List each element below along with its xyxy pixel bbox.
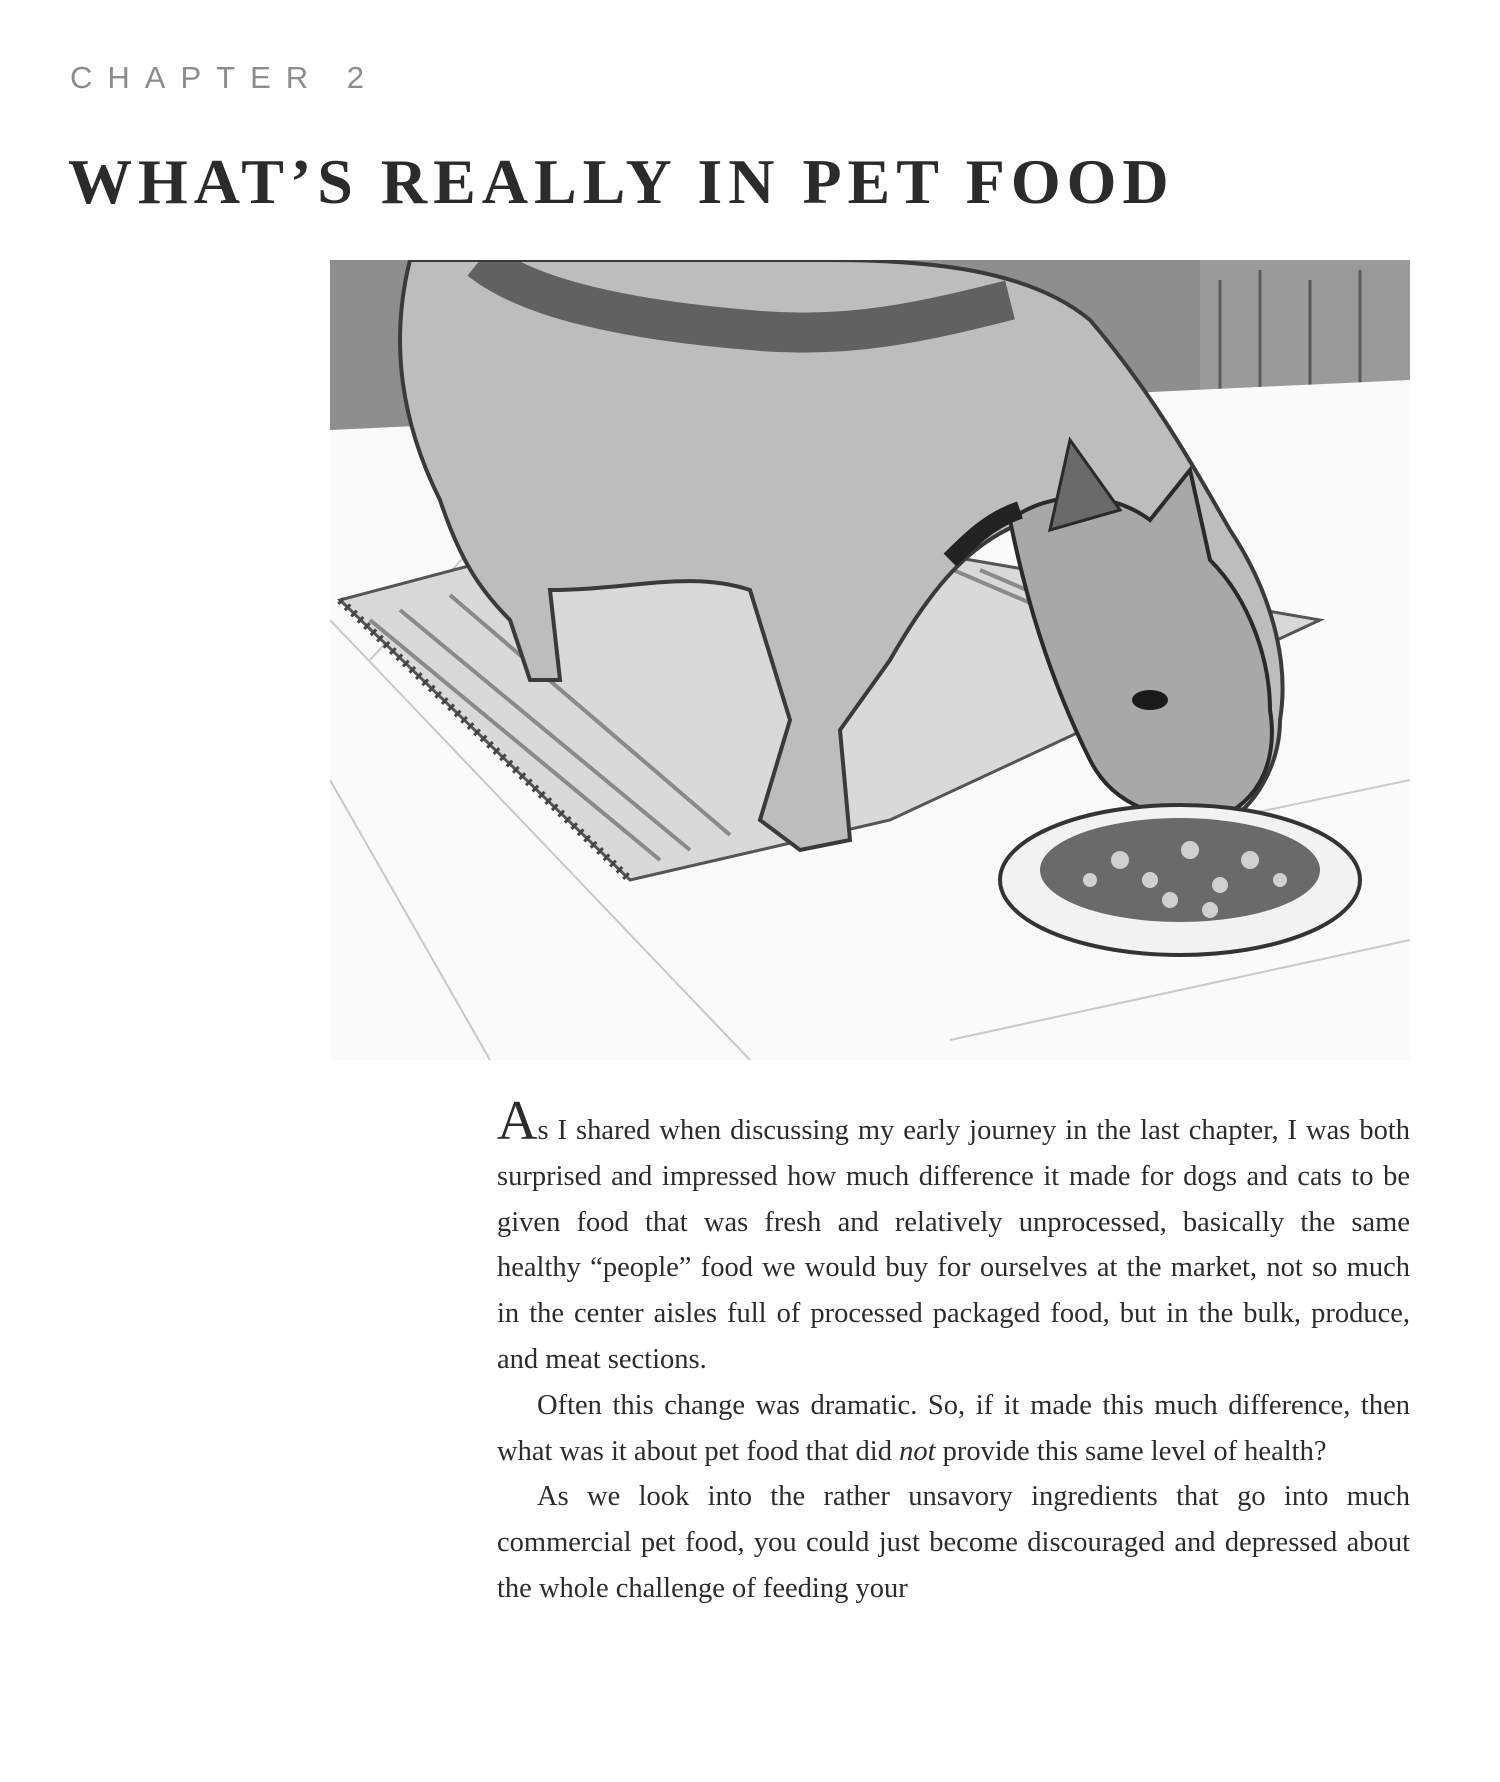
paragraph-2-text-b: provide this same level of health? xyxy=(935,1435,1327,1467)
drop-cap: A xyxy=(497,1090,538,1152)
dog-eye xyxy=(1132,690,1168,710)
bowl-food xyxy=(1040,818,1320,922)
chapter-title: WHAT’S REALLY IN PET FOOD xyxy=(68,146,1175,217)
chapter-label: CHAPTER 2 xyxy=(70,60,379,95)
paragraph-2-emphasis: not xyxy=(899,1435,936,1467)
dog-eating-illustration xyxy=(330,260,1410,1060)
paragraph-1-text: s I shared when discussing my early journey in the last chapter, I was both surprised and impressed how much difference it made for dogs and cats to be given food that was fresh and relatively unprocessed, basically the same healthy “people” food we would buy for ourselves at the market, not so much in the center aisles full of processed packaged food, but in the bulk, produce, and meat sections. xyxy=(497,1115,1410,1375)
paragraph-3: As we look into the rather unsavory ingredients that go into much commercial pet food, you could just become discouraged and depressed about the whole challenge of feeding your xyxy=(497,1481,1410,1604)
paragraph-1 xyxy=(497,1090,1410,1383)
chapter-body-text xyxy=(497,1090,1410,1612)
paragraph-2-text-a: Often this change was dramatic. So, if it made this much difference, then what was it about pet food that did xyxy=(497,1389,1410,1467)
paragraph-2 xyxy=(497,1383,1410,1475)
